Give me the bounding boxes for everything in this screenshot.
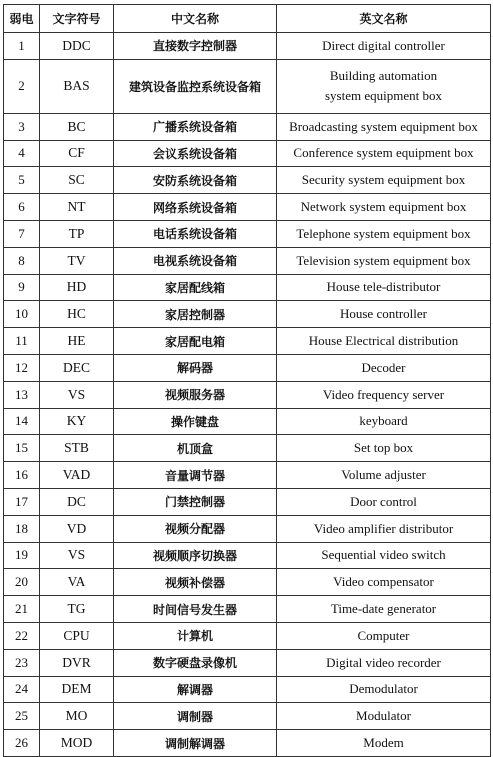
table-row	[4, 194, 491, 221]
row-index: 23	[4, 649, 40, 676]
row-chinese-name: 解调器	[114, 676, 277, 703]
row-chinese-name: 视频服务器	[114, 381, 277, 408]
row-index: 4	[4, 140, 40, 167]
table-row	[4, 703, 491, 730]
english-name-line: Decoder	[361, 359, 406, 375]
row-chinese-name: 调制器	[114, 703, 277, 730]
row-symbol: STB	[40, 435, 114, 462]
row-index: 1	[4, 33, 40, 60]
row-symbol: BAS	[40, 59, 114, 113]
row-chinese-name: 音量调节器	[114, 462, 277, 489]
row-english-name	[277, 730, 491, 757]
table-row	[4, 408, 491, 435]
row-symbol: BC	[40, 113, 114, 140]
table-row	[4, 515, 491, 542]
table-row	[4, 220, 491, 247]
table-row	[4, 676, 491, 703]
english-name-line: Sequential video switch	[321, 547, 446, 563]
row-english-name	[277, 354, 491, 381]
row-symbol: HD	[40, 274, 114, 301]
english-name-line: Volume adjuster	[341, 467, 426, 483]
row-index: 19	[4, 542, 40, 569]
row-symbol: DC	[40, 488, 114, 515]
row-english-name	[277, 328, 491, 355]
english-name-line: system equipment box	[325, 88, 442, 104]
row-symbol: VA	[40, 569, 114, 596]
row-chinese-name: 电话系统设备箱	[114, 220, 277, 247]
row-english-name	[277, 247, 491, 274]
row-english-name	[277, 408, 491, 435]
row-english-name	[277, 488, 491, 515]
table-body	[4, 33, 491, 757]
row-chinese-name: 家居控制器	[114, 301, 277, 328]
header-chinese-name: 中文名称	[114, 5, 277, 33]
row-english-name	[277, 33, 491, 60]
row-chinese-name: 视频顺序切换器	[114, 542, 277, 569]
row-chinese-name: 家居配电箱	[114, 328, 277, 355]
row-chinese-name: 家居配线箱	[114, 274, 277, 301]
table-row	[4, 596, 491, 623]
table-row	[4, 730, 491, 757]
row-english-name	[277, 569, 491, 596]
row-english-name	[277, 194, 491, 221]
row-english-name	[277, 113, 491, 140]
english-name-line: Modulator	[356, 708, 411, 724]
row-symbol: NT	[40, 194, 114, 221]
row-symbol: HC	[40, 301, 114, 328]
english-name-line: Modem	[363, 735, 404, 751]
row-english-name	[277, 649, 491, 676]
header-index: 弱电	[4, 5, 40, 33]
row-index: 10	[4, 301, 40, 328]
row-index: 25	[4, 703, 40, 730]
row-chinese-name: 安防系统设备箱	[114, 167, 277, 194]
row-chinese-name: 调制解调器	[114, 730, 277, 757]
english-name-line: Conference system equipment box	[293, 145, 474, 161]
row-chinese-name: 视频补偿器	[114, 569, 277, 596]
row-chinese-name: 电视系统设备箱	[114, 247, 277, 274]
english-name-line: keyboard	[359, 413, 408, 429]
header-symbol: 文字符号	[40, 5, 114, 33]
row-index: 16	[4, 462, 40, 489]
table-row	[4, 488, 491, 515]
row-index: 18	[4, 515, 40, 542]
table-row	[4, 274, 491, 301]
row-symbol: DEC	[40, 354, 114, 381]
row-english-name	[277, 542, 491, 569]
row-symbol: DVR	[40, 649, 114, 676]
english-name-line: Video amplifier distributor	[313, 520, 454, 536]
english-name-line: Video frequency server	[322, 386, 445, 402]
row-english-name	[277, 435, 491, 462]
row-symbol: TV	[40, 247, 114, 274]
row-symbol: HE	[40, 328, 114, 355]
row-symbol: CF	[40, 140, 114, 167]
row-index: 17	[4, 488, 40, 515]
row-symbol: SC	[40, 167, 114, 194]
row-index: 5	[4, 167, 40, 194]
row-english-name	[277, 59, 491, 113]
row-chinese-name: 直接数字控制器	[114, 33, 277, 60]
row-symbol: VS	[40, 542, 114, 569]
table-row	[4, 167, 491, 194]
row-chinese-name: 门禁控制器	[114, 488, 277, 515]
row-index: 9	[4, 274, 40, 301]
row-index: 20	[4, 569, 40, 596]
english-name-line: Network system equipment box	[300, 199, 467, 215]
row-chinese-name: 视频分配器	[114, 515, 277, 542]
row-index: 13	[4, 381, 40, 408]
english-name-line: Building automation	[329, 68, 438, 84]
row-english-name	[277, 140, 491, 167]
english-name-line: Door control	[350, 493, 417, 509]
row-english-name	[277, 381, 491, 408]
row-chinese-name: 机顶盒	[114, 435, 277, 462]
row-english-name	[277, 515, 491, 542]
english-name-line: Video compensator	[333, 574, 434, 590]
row-chinese-name: 数字硬盘录像机	[114, 649, 277, 676]
header-row	[4, 5, 491, 33]
row-symbol: CPU	[40, 622, 114, 649]
row-symbol: DDC	[40, 33, 114, 60]
row-chinese-name: 操作键盘	[114, 408, 277, 435]
table-row	[4, 622, 491, 649]
row-index: 14	[4, 408, 40, 435]
row-chinese-name: 建筑设备监控系统设备箱	[114, 59, 277, 113]
table-row	[4, 33, 491, 60]
table-row	[4, 301, 491, 328]
english-name-line: Demodulator	[349, 681, 418, 697]
row-index: 11	[4, 328, 40, 355]
row-index: 21	[4, 596, 40, 623]
row-chinese-name: 解码器	[114, 354, 277, 381]
row-symbol: MO	[40, 703, 114, 730]
row-index: 24	[4, 676, 40, 703]
row-chinese-name: 广播系统设备箱	[114, 113, 277, 140]
symbol-table	[3, 4, 491, 757]
table-row	[4, 328, 491, 355]
table-row	[4, 462, 491, 489]
row-index: 2	[4, 59, 40, 113]
row-english-name	[277, 676, 491, 703]
row-index: 12	[4, 354, 40, 381]
row-english-name	[277, 596, 491, 623]
row-symbol: VAD	[40, 462, 114, 489]
row-symbol: DEM	[40, 676, 114, 703]
row-index: 6	[4, 194, 40, 221]
table-row	[4, 381, 491, 408]
row-chinese-name: 时间信号发生器	[114, 596, 277, 623]
row-index: 22	[4, 622, 40, 649]
english-name-line: Broadcasting system equipment box	[289, 118, 478, 134]
table-row	[4, 569, 491, 596]
row-english-name	[277, 301, 491, 328]
row-symbol: VS	[40, 381, 114, 408]
table-row	[4, 140, 491, 167]
row-english-name	[277, 703, 491, 730]
english-name-line: House tele-distributor	[326, 279, 441, 295]
row-index: 7	[4, 220, 40, 247]
row-symbol: TG	[40, 596, 114, 623]
table-row	[4, 649, 491, 676]
english-name-line: House controller	[339, 306, 427, 322]
english-name-line: Digital video recorder	[326, 654, 441, 670]
row-symbol: KY	[40, 408, 114, 435]
row-english-name	[277, 622, 491, 649]
row-chinese-name: 会议系统设备箱	[114, 140, 277, 167]
table-row	[4, 435, 491, 462]
row-symbol: VD	[40, 515, 114, 542]
row-chinese-name: 计算机	[114, 622, 277, 649]
row-english-name	[277, 462, 491, 489]
row-index: 26	[4, 730, 40, 757]
row-english-name	[277, 274, 491, 301]
english-name-line: Direct digital controller	[322, 37, 445, 53]
row-symbol: TP	[40, 220, 114, 247]
row-english-name	[277, 220, 491, 247]
table-row	[4, 59, 491, 113]
row-index: 8	[4, 247, 40, 274]
row-chinese-name: 网络系统设备箱	[114, 194, 277, 221]
english-name-line: Time-date generator	[330, 601, 437, 617]
table-row	[4, 247, 491, 274]
english-name-line: Security system equipment box	[301, 172, 466, 188]
english-name-line: Television system equipment box	[296, 252, 471, 268]
table-header	[4, 5, 491, 33]
row-english-name	[277, 167, 491, 194]
table-row	[4, 542, 491, 569]
table-row	[4, 113, 491, 140]
english-name-line: House Electrical distribution	[308, 333, 459, 349]
table-row	[4, 354, 491, 381]
english-name-line: Computer	[357, 627, 410, 643]
header-english-name: 英文名称	[277, 5, 491, 33]
english-name-line: Set top box	[353, 440, 414, 456]
row-index: 15	[4, 435, 40, 462]
row-symbol: MOD	[40, 730, 114, 757]
row-index: 3	[4, 113, 40, 140]
english-name-line: Telephone system equipment box	[296, 225, 471, 241]
